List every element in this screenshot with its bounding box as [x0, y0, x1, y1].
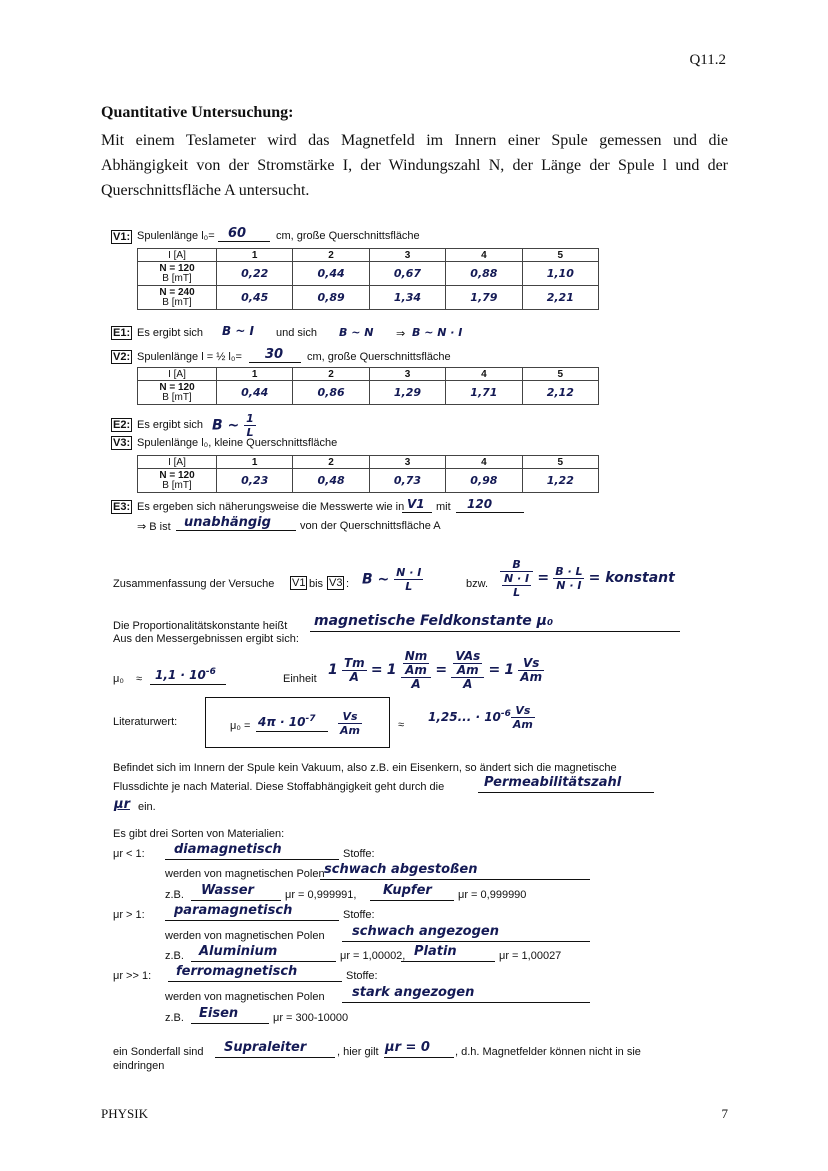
sort-example-1: Aluminium: [199, 944, 278, 959]
table-cell: 2,12: [522, 381, 598, 405]
table-head-col: 1: [217, 249, 293, 262]
e1-result-b: B ~ N: [339, 326, 374, 339]
v3-tag: V3:: [113, 437, 131, 449]
summary-f3-num: B · L: [555, 565, 583, 578]
table-cell: 0,89: [293, 286, 369, 310]
sort-name: diamagnetisch: [174, 842, 282, 857]
literature-approx: ≈: [398, 719, 405, 731]
unit-derivation: 1 $\frac{Tm}{A}$ = 1 $\frac{\frac{Nm}{Am}}{A}$ = $\frac{\frac{\text{VAs}}{Am}}{A}$ = 1 $\frac{Vs}{Am}$: [328, 649, 543, 691]
row-unit: B [mT]: [162, 296, 192, 308]
table-cell: 0,22: [217, 262, 293, 286]
table-head-col: 5: [522, 249, 598, 262]
sort-example-2: Platin: [414, 944, 457, 959]
mu0-label: μ₀: [113, 673, 124, 685]
v2-tag: V2:: [113, 351, 131, 363]
literature-value: $4\pi \cdot 10^{-7}$: [258, 714, 316, 729]
literature-decimal: 1,25... · $10^{-6}$ $\frac{Vs}{Am}$: [428, 704, 533, 731]
v1-tag: V1:: [113, 231, 131, 243]
e3-dependence: unabhängig: [184, 515, 271, 530]
section-heading: Quantitative Untersuchung:: [101, 104, 294, 121]
footer-page-number: 7: [721, 1106, 728, 1121]
table-head-col: 4: [446, 249, 522, 262]
literature-mu: μ₀ =: [230, 720, 251, 732]
sort-stoffe: Stoffe:: [346, 970, 378, 982]
special-mid: , hier gilt: [337, 1046, 379, 1058]
table-row: [138, 262, 599, 286]
sort-example-1: Wasser: [201, 883, 254, 898]
summary-f3-den: N · I: [556, 579, 582, 592]
material-text2: Flussdichte je nach Material. Diese Stoffabhängigkeit geht durch die: [113, 781, 445, 793]
table-row: [138, 469, 599, 493]
summary-bzw: bzw.: [466, 578, 489, 590]
e1-tag: E1:: [113, 327, 131, 339]
table-head-col: 1: [217, 368, 293, 381]
sort-example-1: Eisen: [199, 1006, 239, 1021]
table-cell: 0,86: [293, 381, 369, 405]
table-head-col: 2: [293, 368, 369, 381]
sort-value-1: μr = 0,999991,: [285, 889, 357, 901]
table-cell: 1,29: [369, 381, 445, 405]
table-head-col: 2: [293, 249, 369, 262]
sort-zb: z.B.: [165, 1012, 184, 1024]
special-name: Supraleiter: [224, 1040, 307, 1055]
sort-stoffe: Stoffe:: [343, 848, 375, 860]
table-head-label: I [A]: [138, 456, 217, 469]
constant-pre: Die Proportionalitätskonstante heißt: [113, 620, 288, 632]
table-cell: 0,23: [217, 469, 293, 493]
e1-result-c: B ~ N · I: [412, 326, 463, 339]
table-head-col: 3: [369, 456, 445, 469]
sort-pole: werden von magnetischen Polen: [165, 991, 325, 1003]
v1-table: [137, 248, 599, 310]
e3-arrow: ⇒ B ist: [137, 521, 171, 533]
table-row: [138, 381, 599, 405]
sort-value-1: μr = 1,00002,: [340, 950, 406, 962]
summary-f2-num: N · I: [504, 572, 530, 585]
e3-v-ref: V1: [407, 497, 425, 511]
table-cell: 0,44: [217, 381, 293, 405]
e3-n-value: 120: [467, 497, 493, 511]
sort-example-2: Kupfer: [383, 883, 432, 898]
table-cell: 0,44: [293, 262, 369, 286]
summary-v1: V1: [292, 577, 306, 589]
row-unit: B [mT]: [162, 391, 192, 403]
e1-arrow: ⇒: [396, 328, 406, 340]
summary-f2-top: B: [500, 558, 533, 572]
unit-label: Einheit: [283, 673, 317, 685]
literature-unit: $\frac{Vs}{Am}$: [340, 710, 360, 737]
table-head-col: 3: [369, 249, 445, 262]
mu0-approx: ≈: [136, 673, 143, 685]
table-cell: 1,10: [522, 262, 598, 286]
page-code: Q11.2: [689, 52, 726, 68]
e2-num: 1: [246, 412, 254, 425]
v2-post: cm, große Querschnittsfläche: [307, 351, 451, 363]
e2-tag: E2:: [113, 419, 131, 431]
material-perm: Permeabilitätszahl: [484, 775, 622, 790]
table-cell: 0,67: [369, 262, 445, 286]
table-cell: 0,98: [446, 469, 522, 493]
summary-eq: =: [537, 570, 550, 586]
summary-colon: :: [346, 578, 350, 590]
v3-table: [137, 455, 599, 493]
row-unit: B [mT]: [162, 272, 192, 284]
table-head-col: 5: [522, 456, 598, 469]
special-line2: eindringen: [113, 1060, 165, 1072]
summary-b: B ~: [362, 571, 390, 588]
material-text1: Befindet sich im Innern der Spule kein Vakuum, also z.B. ein Eisenkern, so ändert sich die magnetische: [113, 762, 617, 774]
sort-cond: μr >> 1:: [113, 970, 152, 982]
sort-cond: μr < 1:: [113, 848, 145, 860]
row-label: N = 120: [159, 262, 195, 274]
mu0-value: $1,1 \cdot 10^{-6}$: [155, 667, 216, 682]
summary-bis: bis: [309, 578, 324, 590]
row-label: N = 120: [159, 381, 195, 393]
table-cell: 1,34: [369, 286, 445, 310]
v1-pre: Spulenlänge l₀=: [137, 230, 215, 242]
table-head-col: 4: [446, 368, 522, 381]
sort-name: paramagnetisch: [174, 903, 293, 918]
e2-pre: Es ergibt sich: [137, 419, 204, 431]
e2-den: L: [246, 426, 254, 439]
sort-value-1: μr = 300-10000: [273, 1012, 349, 1024]
row-unit: B [mT]: [162, 479, 192, 491]
sort-name: ferromagnetisch: [176, 964, 298, 979]
e3-line1: Es ergeben sich näherungsweise die Messwerte wie in: [137, 501, 405, 513]
table-head-col: 2: [293, 456, 369, 469]
e3-tag: E3:: [113, 501, 131, 513]
constant-name: magnetische Feldkonstante μ₀: [314, 613, 554, 629]
sort-behaviour: schwach angezogen: [352, 924, 499, 939]
summary-konst: = konstant: [588, 570, 675, 586]
v3-text: Spulenlänge l₀, kleine Querschnittsfläche: [137, 437, 338, 449]
sort-behaviour: schwach abgestoßen: [324, 862, 478, 877]
sort-zb: z.B.: [165, 950, 184, 962]
e2-result: [212, 412, 256, 439]
table-head-label: I [A]: [138, 249, 217, 262]
table-cell: 1,71: [446, 381, 522, 405]
table-cell: 0,48: [293, 469, 369, 493]
sort-behaviour: stark angezogen: [352, 985, 475, 1000]
table-cell: 1,22: [522, 469, 598, 493]
row-label: N = 240: [159, 286, 195, 298]
table-cell: 1,79: [446, 286, 522, 310]
table-cell: 2,21: [522, 286, 598, 310]
v2-pre: Spulenlänge l = ½ l₀=: [137, 351, 242, 363]
material-ein: ein.: [138, 801, 156, 813]
sort-zb: z.B.: [165, 889, 184, 901]
special-post: , d.h. Magnetfelder können nicht in sie: [455, 1046, 641, 1058]
table-head-col: 3: [369, 368, 445, 381]
sort-stoffe: Stoffe:: [343, 909, 375, 921]
sort-cond: μr > 1:: [113, 909, 145, 921]
summary-num: N · I: [396, 566, 422, 579]
special-condition: μr = 0: [385, 1040, 430, 1055]
e1-pre: Es ergibt sich: [137, 327, 204, 339]
v2-table: [137, 367, 599, 405]
summary-v3: V3: [329, 577, 343, 589]
row-label: N = 120: [159, 469, 195, 481]
table-row: [138, 286, 599, 310]
summary-formula: [362, 566, 423, 593]
material-mur: μr: [114, 797, 130, 812]
v2-length-value: 30: [265, 347, 284, 362]
e2-b: B ~: [212, 417, 240, 434]
table-head-col: 5: [522, 368, 598, 381]
table-head-label: I [A]: [138, 368, 217, 381]
literature-label: Literaturwert:: [113, 716, 178, 728]
e1-result-a: B ~ I: [222, 324, 255, 338]
summary-f2-den: L: [513, 586, 521, 599]
table-cell: 0,88: [446, 262, 522, 286]
special-pre: ein Sonderfall sind: [113, 1046, 204, 1058]
constant-line2: Aus den Messergebnissen ergibt sich:: [113, 633, 299, 645]
sort-value-2: μr = 1,00027: [499, 950, 562, 962]
v1-post: cm, große Querschnittsfläche: [276, 230, 420, 242]
sort-value-2: μr = 0,999990: [458, 889, 527, 901]
e3-post: von der Querschnittsfläche A: [300, 520, 441, 532]
table-head-col: 1: [217, 456, 293, 469]
v1-length-value: 60: [228, 226, 247, 241]
e3-mit: mit: [436, 501, 451, 513]
intro-paragraph: Mit einem Teslameter wird das Magnetfeld im Innern einer Spule gemessen und die Abhängigkeit von der Stromstärke I, der Windungszahl N, der Länge der Spule l und der Querschnittsfläche A untersucht.: [101, 132, 728, 199]
footer-subject: PHYSIK: [101, 1106, 148, 1121]
summary-formula-2: [500, 558, 675, 599]
e1-mid: und sich: [276, 327, 317, 339]
table-head-col: 4: [446, 456, 522, 469]
sorts-intro: Es gibt drei Sorten von Materialien:: [113, 828, 285, 840]
sort-pole: werden von magnetischen Polen: [165, 868, 325, 880]
summary-den: L: [405, 580, 413, 593]
table-cell: 0,73: [369, 469, 445, 493]
sort-pole: werden von magnetischen Polen: [165, 930, 325, 942]
summary-pre: Zusammenfassung der Versuche: [113, 578, 275, 590]
table-cell: 0,45: [217, 286, 293, 310]
